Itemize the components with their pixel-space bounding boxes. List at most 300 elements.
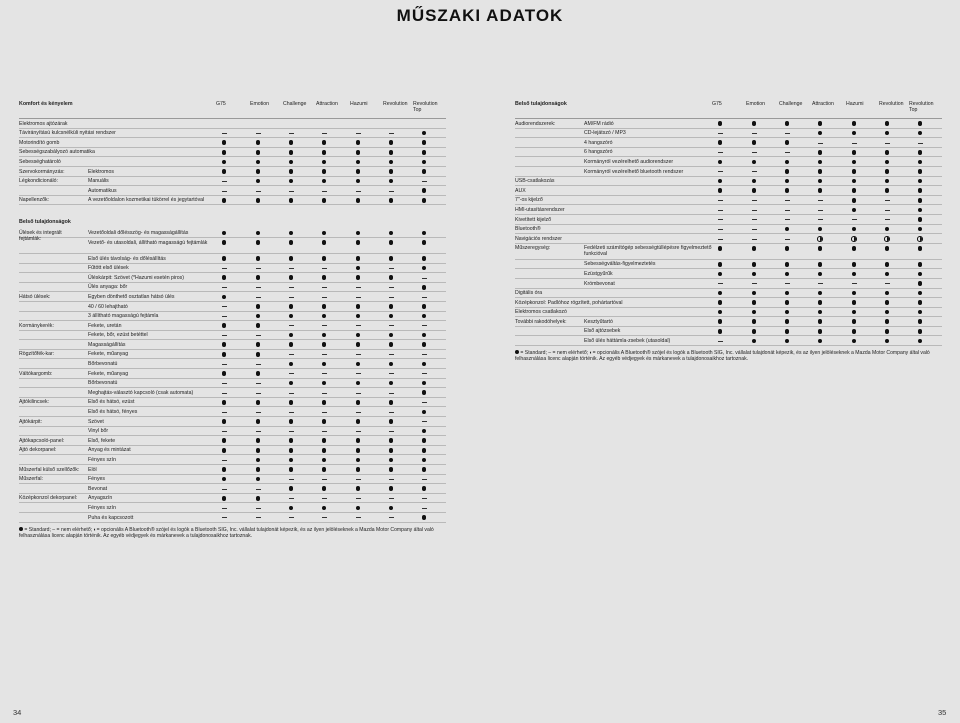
standard-dot-icon xyxy=(422,342,427,347)
trim-availability-cell xyxy=(252,486,264,491)
trim-availability-cell xyxy=(881,160,893,165)
not-available-dash-icon xyxy=(422,421,427,422)
not-available-dash-icon xyxy=(422,181,427,182)
standard-dot-icon xyxy=(818,329,823,334)
not-available-dash-icon xyxy=(356,133,361,134)
trim-availability-cell xyxy=(814,329,826,334)
trim-availability-cell xyxy=(714,140,726,145)
trim-availability-cell xyxy=(814,227,826,232)
row-feature-label: Bőrbevonatú xyxy=(88,361,118,368)
trim-availability-cell xyxy=(318,256,330,261)
standard-dot-icon xyxy=(752,188,757,193)
trim-availability-cell xyxy=(848,310,860,315)
trim-availability-cell xyxy=(252,150,264,155)
trim-availability-cell xyxy=(352,381,364,386)
trim-availability-cell xyxy=(748,121,760,126)
trim-availability-cell xyxy=(385,438,397,443)
trim-availability-cell xyxy=(714,272,726,277)
trim-availability-cell xyxy=(385,256,397,261)
trim-availability-cell xyxy=(218,314,230,319)
table-row xyxy=(515,138,942,148)
standard-dot-icon xyxy=(885,319,890,324)
standard-dot-icon xyxy=(289,140,294,145)
trim-availability-cell xyxy=(914,188,926,193)
standard-dot-icon xyxy=(918,246,923,251)
standard-dot-icon xyxy=(852,179,857,184)
row-category-label: Ülések és integrált fejtámlák: xyxy=(19,229,62,242)
standard-dot-icon xyxy=(256,467,261,472)
not-available-dash-icon xyxy=(852,283,857,284)
table-row xyxy=(19,427,446,437)
standard-dot-icon xyxy=(389,438,394,443)
trim-availability-cell xyxy=(218,333,230,338)
not-available-dash-icon xyxy=(222,460,227,461)
standard-dot-icon xyxy=(422,160,427,165)
trim-availability-cell xyxy=(318,240,330,245)
standard-dot-icon xyxy=(289,333,294,338)
trim-availability-cell xyxy=(881,339,893,344)
trim-availability-cell xyxy=(914,121,926,126)
trim-availability-cell xyxy=(285,371,297,376)
not-available-dash-icon xyxy=(752,200,757,201)
table-row xyxy=(19,436,446,446)
row-feature-label: Krómbevonat xyxy=(584,280,615,287)
table-row xyxy=(515,298,942,308)
standard-dot-icon xyxy=(356,448,361,453)
standard-dot-icon xyxy=(256,150,261,155)
table-row xyxy=(19,228,446,242)
trim-availability-cell xyxy=(318,323,330,328)
standard-dot-icon xyxy=(356,400,361,405)
row-feature-label: Fedélzeti számítógép sebességtúllépésre figyelmeztető funkcióval xyxy=(584,245,712,258)
not-available-dash-icon xyxy=(356,191,361,192)
trim-header: Attraction xyxy=(812,101,834,107)
not-available-dash-icon xyxy=(256,383,261,384)
not-available-dash-icon xyxy=(222,181,227,182)
standard-dot-icon xyxy=(852,262,857,267)
not-available-dash-icon xyxy=(818,143,823,144)
standard-dot-icon xyxy=(852,329,857,334)
trim-availability-cell xyxy=(318,140,330,145)
trim-availability-cell xyxy=(385,506,397,511)
trim-availability-cell xyxy=(252,179,264,184)
standard-dot-icon xyxy=(356,150,361,155)
standard-dot-icon xyxy=(289,150,294,155)
table-row xyxy=(19,129,446,139)
trim-availability-cell xyxy=(318,169,330,174)
not-available-dash-icon xyxy=(289,297,294,298)
trim-availability-cell xyxy=(781,169,793,174)
trim-header: Revolution Top xyxy=(413,101,438,113)
standard-dot-icon xyxy=(222,231,227,236)
standard-dot-icon xyxy=(389,467,394,472)
table-row xyxy=(19,388,446,398)
standard-dot-icon xyxy=(852,188,857,193)
standard-dot-icon xyxy=(718,300,723,305)
not-available-dash-icon xyxy=(818,283,823,284)
trim-availability-cell xyxy=(881,236,893,241)
standard-dot-icon xyxy=(818,188,823,193)
not-available-dash-icon xyxy=(885,283,890,284)
standard-dot-icon xyxy=(422,410,427,415)
trim-availability-cell xyxy=(914,262,926,267)
table-row xyxy=(515,225,942,235)
row-feature-label: Első ajtózsebek xyxy=(584,328,621,335)
trim-availability-cell xyxy=(318,304,330,309)
not-available-dash-icon xyxy=(256,364,261,365)
legend-text: = Standard; – = nem elérhető; ◐= opcionális A Bluetooth® szójel és logók a Bluetooth SIG, Inc. vállalat tulajdonát képezik, és az ilyen jelöléseknek a Mazda Motor Company által való felhasználása licenc alapján történik. Az egyéb védjegyek és márkanevek a tulajdonosaikhoz tartoznak. xyxy=(19,526,434,539)
trim-availability-cell xyxy=(352,304,364,309)
trim-availability-cell xyxy=(781,121,793,126)
trim-availability-cell xyxy=(318,419,330,424)
trim-availability-cell xyxy=(385,467,397,472)
trim-availability-cell xyxy=(285,390,297,395)
row-feature-label: Első ülés távolság- és dőlésállítás xyxy=(88,255,166,262)
trim-availability-cell xyxy=(914,319,926,324)
trim-availability-cell xyxy=(748,262,760,267)
trim-availability-cell xyxy=(814,339,826,344)
trim-availability-cell xyxy=(218,496,230,501)
trim-availability-cell xyxy=(914,208,926,213)
table-row xyxy=(19,513,446,523)
not-available-dash-icon xyxy=(289,268,294,269)
trim-availability-cell xyxy=(352,314,364,319)
trim-availability-cell xyxy=(881,329,893,334)
not-available-dash-icon xyxy=(718,229,723,230)
trim-availability-cell xyxy=(848,272,860,277)
row-feature-label: Fekete, uretán xyxy=(88,322,122,329)
trim-availability-cell xyxy=(385,371,397,376)
trim-availability-cell xyxy=(218,188,230,193)
trim-availability-cell xyxy=(218,131,230,136)
trim-availability-cell xyxy=(218,429,230,434)
standard-dot-icon xyxy=(785,246,790,251)
standard-dot-icon xyxy=(222,342,227,347)
trim-availability-cell xyxy=(385,477,397,482)
trim-availability-cell xyxy=(848,150,860,155)
row-category-label: Elektromos ajtózárak xyxy=(19,120,68,127)
trim-availability-cell xyxy=(418,160,430,165)
trim-availability-cell xyxy=(418,140,430,145)
trim-availability-cell xyxy=(748,188,760,193)
trim-availability-cell xyxy=(714,236,726,241)
standard-dot-icon xyxy=(256,314,261,319)
trim-header: Attraction xyxy=(316,101,338,107)
table-header xyxy=(19,100,446,119)
not-available-dash-icon xyxy=(322,354,327,355)
row-category-label: Napellenzők: xyxy=(19,197,49,204)
not-available-dash-icon xyxy=(752,219,757,220)
not-available-dash-icon xyxy=(389,325,394,326)
standard-dot-icon xyxy=(256,458,261,463)
not-available-dash-icon xyxy=(389,297,394,298)
trim-availability-cell xyxy=(714,160,726,165)
standard-dot-icon xyxy=(289,486,294,491)
standard-dot-icon xyxy=(322,448,327,453)
trim-availability-cell xyxy=(418,467,430,472)
trim-availability-cell xyxy=(218,448,230,453)
standard-dot-icon xyxy=(422,188,427,193)
trim-availability-cell xyxy=(781,281,793,286)
trim-availability-cell xyxy=(385,231,397,236)
row-feature-label: Fényes xyxy=(88,476,106,483)
trim-availability-cell xyxy=(781,198,793,203)
standard-dot-icon xyxy=(718,179,723,184)
trim-availability-cell xyxy=(285,400,297,405)
standard-dot-icon xyxy=(752,140,757,145)
row-category-label: Audiorendszerek: xyxy=(515,120,556,127)
trim-availability-cell xyxy=(252,295,264,300)
standard-dot-icon xyxy=(389,342,394,347)
trim-availability-cell xyxy=(252,381,264,386)
row-feature-label: Első ülés háttámla-zsebek (utasoldal) xyxy=(584,338,671,345)
trim-availability-cell xyxy=(848,179,860,184)
not-available-dash-icon xyxy=(289,517,294,518)
trim-availability-cell xyxy=(252,506,264,511)
not-available-dash-icon xyxy=(422,479,427,480)
trim-availability-cell xyxy=(848,262,860,267)
trim-availability-cell xyxy=(914,281,926,286)
trim-availability-cell xyxy=(352,448,364,453)
standard-dot-icon xyxy=(289,448,294,453)
trim-availability-cell xyxy=(848,131,860,136)
not-available-dash-icon xyxy=(222,364,227,365)
not-available-dash-icon xyxy=(356,287,361,288)
trim-availability-cell xyxy=(285,467,297,472)
trim-availability-cell xyxy=(914,291,926,296)
standard-dot-icon xyxy=(256,240,261,245)
standard-dot-icon xyxy=(918,339,923,344)
trim-header: Revolution xyxy=(879,101,904,107)
trim-availability-cell xyxy=(714,217,726,222)
trim-availability-cell xyxy=(418,198,430,203)
trim-availability-cell xyxy=(881,300,893,305)
trim-availability-cell xyxy=(252,352,264,357)
standard-dot-icon xyxy=(422,150,427,155)
optional-half-circle-icon xyxy=(884,236,890,242)
standard-dot-icon xyxy=(389,333,394,338)
trim-availability-cell xyxy=(218,342,230,347)
standard-dot-icon xyxy=(918,188,923,193)
standard-dot-icon xyxy=(422,429,427,434)
not-available-dash-icon xyxy=(322,479,327,480)
standard-dot-icon xyxy=(356,467,361,472)
not-available-dash-icon xyxy=(389,287,394,288)
standard-dot-icon xyxy=(256,342,261,347)
standard-dot-icon xyxy=(256,419,261,424)
trim-availability-cell xyxy=(781,246,793,251)
trim-availability-cell xyxy=(881,310,893,315)
standard-dot-icon xyxy=(752,121,757,126)
trim-availability-cell xyxy=(318,150,330,155)
table-row xyxy=(19,186,446,196)
row-feature-label: Első és hátsó, fényes xyxy=(88,409,138,416)
trim-availability-cell xyxy=(218,256,230,261)
row-feature-label: Meghajtás-választó kapcsoló (csak automata) xyxy=(88,389,194,396)
trim-availability-cell xyxy=(714,310,726,315)
not-available-dash-icon xyxy=(718,200,723,201)
trim-availability-cell xyxy=(352,410,364,415)
standard-dot-icon xyxy=(422,304,427,309)
standard-dot-icon xyxy=(356,506,361,511)
trim-availability-cell xyxy=(252,458,264,463)
row-feature-label: Fekete, bőr, ezüst betéttel xyxy=(88,332,148,339)
trim-availability-cell xyxy=(748,150,760,155)
not-available-dash-icon xyxy=(422,402,427,403)
table-row xyxy=(19,379,446,389)
standard-dot-icon xyxy=(322,231,327,236)
not-available-dash-icon xyxy=(718,133,723,134)
trim-header: G75 xyxy=(216,101,226,107)
standard-dot-icon xyxy=(422,169,427,174)
not-available-dash-icon xyxy=(222,316,227,317)
not-available-dash-icon xyxy=(422,498,427,499)
trim-availability-cell xyxy=(914,198,926,203)
trim-availability-cell xyxy=(385,429,397,434)
row-feature-label: AM/FM rádió xyxy=(584,120,614,127)
page-title: MŰSZAKI ADATOK xyxy=(396,6,564,25)
trim-availability-cell xyxy=(418,240,430,245)
trim-availability-cell xyxy=(385,515,397,520)
standard-dot-icon xyxy=(356,362,361,367)
row-feature-label: Fűtött első ülések xyxy=(88,265,129,272)
trim-availability-cell xyxy=(814,291,826,296)
trim-availability-cell xyxy=(781,217,793,222)
row-feature-label: Anyagszín xyxy=(88,495,113,502)
not-available-dash-icon xyxy=(422,297,427,298)
trim-availability-cell xyxy=(714,150,726,155)
trim-availability-cell xyxy=(318,198,330,203)
standard-dot-icon xyxy=(852,272,857,277)
not-available-dash-icon xyxy=(222,268,227,269)
standard-dot-icon xyxy=(422,314,427,319)
standard-dot-icon xyxy=(885,291,890,296)
trim-availability-cell xyxy=(748,310,760,315)
trim-availability-cell xyxy=(748,198,760,203)
standard-dot-icon xyxy=(356,314,361,319)
not-available-dash-icon xyxy=(389,133,394,134)
trim-availability-cell xyxy=(252,131,264,136)
trim-availability-cell xyxy=(748,291,760,296)
trim-availability-cell xyxy=(418,486,430,491)
standard-dot-icon xyxy=(718,262,723,267)
standard-dot-icon xyxy=(422,515,427,520)
standard-dot-icon xyxy=(222,150,227,155)
table-row xyxy=(19,264,446,274)
standard-dot-icon xyxy=(322,467,327,472)
standard-dot-icon xyxy=(322,342,327,347)
table-row xyxy=(19,148,446,158)
trim-availability-cell xyxy=(318,506,330,511)
not-available-dash-icon xyxy=(322,412,327,413)
standard-dot-icon xyxy=(852,246,857,251)
trim-availability-cell xyxy=(418,410,430,415)
standard-dot-icon xyxy=(289,231,294,236)
trim-availability-cell xyxy=(285,285,297,290)
trim-availability-cell xyxy=(418,275,430,280)
standard-dot-icon xyxy=(222,419,227,424)
standard-dot-icon xyxy=(356,458,361,463)
row-category-label: Elektromos csatlakozó xyxy=(515,309,567,316)
trim-availability-cell xyxy=(385,150,397,155)
trim-availability-cell xyxy=(285,140,297,145)
trim-availability-cell xyxy=(714,121,726,126)
standard-dot-icon xyxy=(918,319,923,324)
row-feature-label: Kesztyűtartó xyxy=(584,318,613,325)
trim-availability-cell xyxy=(914,227,926,232)
table-row xyxy=(515,327,942,337)
table-row xyxy=(19,302,446,312)
trim-availability-cell xyxy=(714,291,726,296)
trim-availability-cell xyxy=(418,285,430,290)
standard-dot-icon xyxy=(256,198,261,203)
trim-availability-cell xyxy=(748,217,760,222)
standard-dot-icon xyxy=(289,160,294,165)
trim-availability-cell xyxy=(352,179,364,184)
not-available-dash-icon xyxy=(289,354,294,355)
row-category-label: Motorindító gomb xyxy=(19,139,60,146)
standard-dot-icon xyxy=(918,208,923,213)
trim-availability-cell xyxy=(781,179,793,184)
row-feature-label: Első és hátsó, ezüst xyxy=(88,399,135,406)
trim-availability-cell xyxy=(252,198,264,203)
trim-availability-cell xyxy=(318,285,330,290)
standard-dot-icon xyxy=(752,339,757,344)
trim-availability-cell xyxy=(748,179,760,184)
trim-availability-cell xyxy=(385,333,397,338)
standard-dot-icon xyxy=(389,458,394,463)
trim-availability-cell xyxy=(418,515,430,520)
trim-availability-cell xyxy=(418,429,430,434)
standard-dot-icon xyxy=(322,362,327,367)
trim-availability-cell xyxy=(285,362,297,367)
row-category-label: Sebességhatároló xyxy=(19,158,61,165)
not-available-dash-icon xyxy=(256,412,261,413)
not-available-dash-icon xyxy=(256,517,261,518)
standard-dot-icon xyxy=(356,256,361,261)
trim-availability-cell xyxy=(814,121,826,126)
trim-availability-cell xyxy=(418,419,430,424)
trim-availability-cell xyxy=(252,314,264,319)
not-available-dash-icon xyxy=(422,325,427,326)
trim-availability-cell xyxy=(218,150,230,155)
trim-availability-cell xyxy=(318,486,330,491)
trim-availability-cell xyxy=(318,381,330,386)
standard-dot-icon xyxy=(885,121,890,126)
row-category-label: Ajtó dekorpanel: xyxy=(19,447,57,454)
standard-dot-icon xyxy=(422,131,427,136)
standard-dot-icon xyxy=(918,291,923,296)
standard-dot-icon xyxy=(752,300,757,305)
optional-half-circle-icon xyxy=(851,236,857,242)
trim-availability-cell xyxy=(252,410,264,415)
standard-dot-icon xyxy=(852,131,857,136)
trim-availability-cell xyxy=(418,381,430,386)
trim-availability-cell xyxy=(385,342,397,347)
not-available-dash-icon xyxy=(356,297,361,298)
standard-dot-icon xyxy=(885,246,890,251)
standard-dot-icon xyxy=(918,160,923,165)
trim-availability-cell xyxy=(881,121,893,126)
standard-dot-icon xyxy=(852,160,857,165)
row-feature-label: Egyben dönthető osztatlan hátsó ülés xyxy=(88,293,175,300)
row-category-label: 7"-os kijelző xyxy=(515,197,543,204)
row-feature-label: Ezüstgyűrűk xyxy=(584,270,613,277)
standard-dot-icon xyxy=(222,160,227,165)
trim-availability-cell xyxy=(318,352,330,357)
trim-availability-cell xyxy=(285,121,297,126)
row-category-label: Műszeregység: xyxy=(515,245,551,252)
